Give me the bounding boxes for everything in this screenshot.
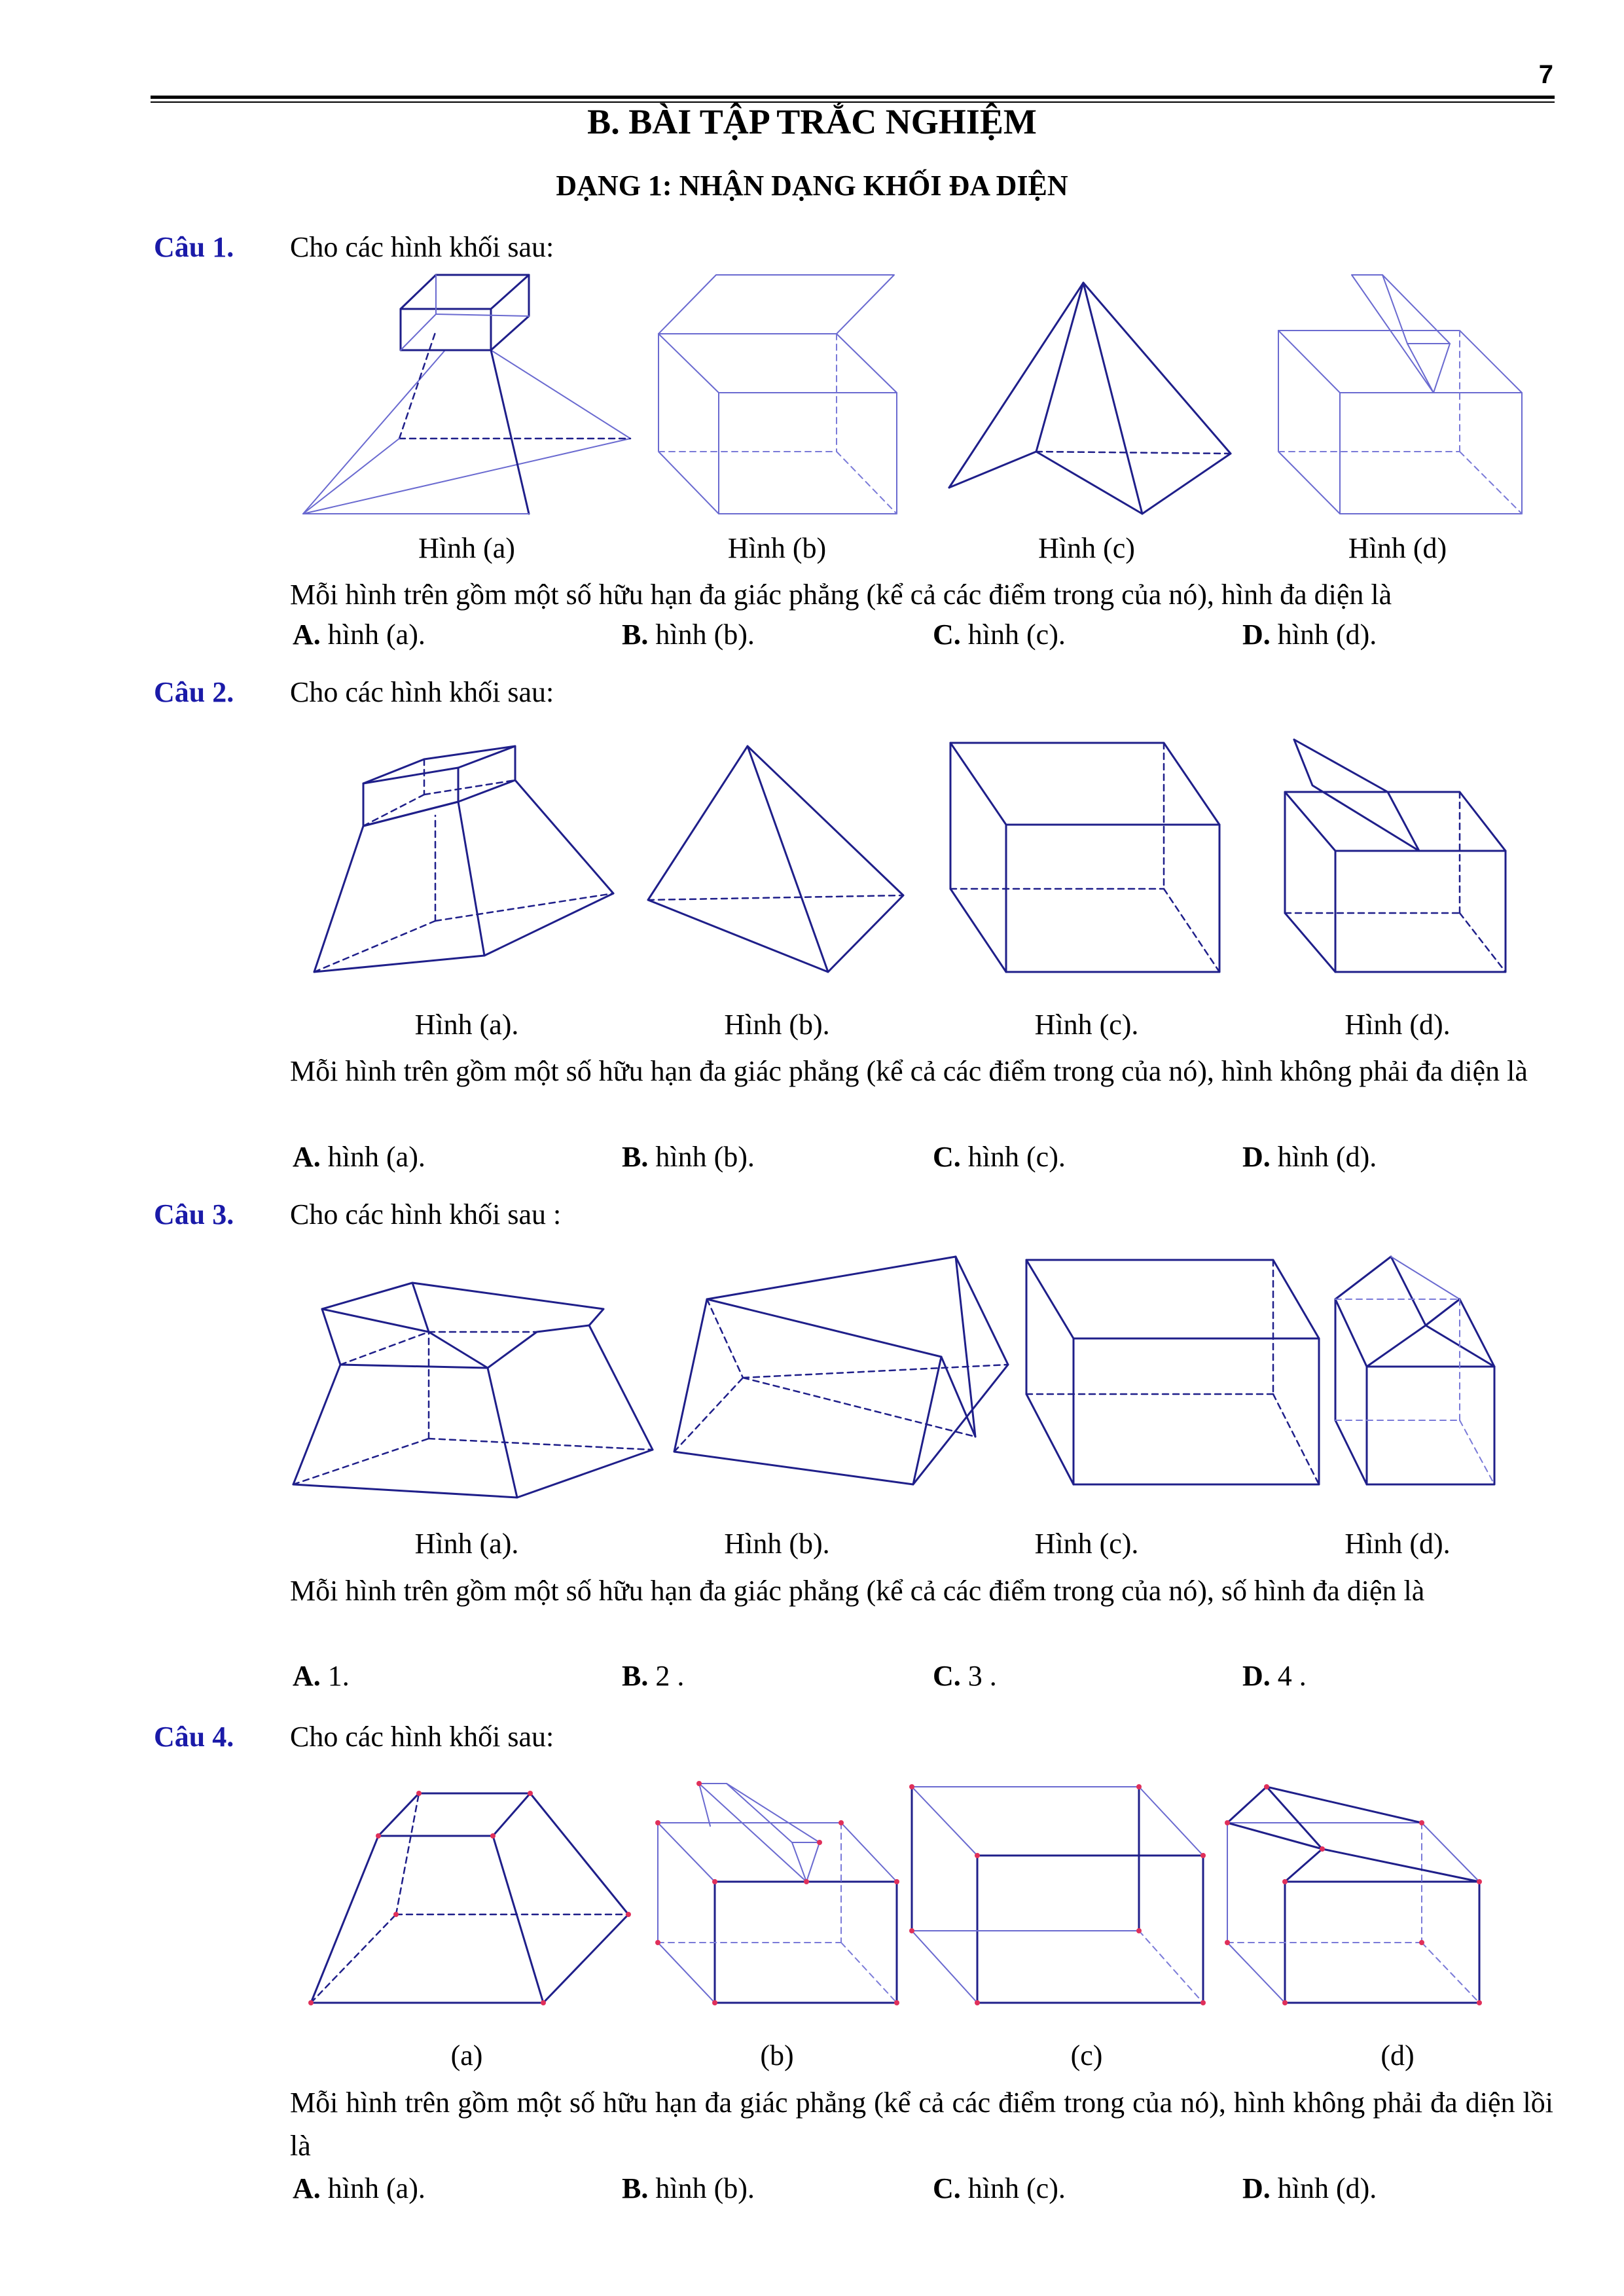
subsection-title: DẠNG 1: NHẬN DẠNG KHỐI ĐA DIỆN bbox=[556, 170, 1068, 202]
q2-caption-a: Hình (a). bbox=[414, 1009, 519, 1041]
q4-option-a[interactable]: A. hình (a). bbox=[293, 2172, 425, 2204]
q3-option-c[interactable]: C. 3 . bbox=[933, 1660, 997, 1692]
q2-option-a[interactable]: A. hình (a). bbox=[293, 1141, 425, 1173]
q4-caption-c: (c) bbox=[1070, 2039, 1103, 2072]
q4-caption-b: (b) bbox=[760, 2039, 794, 2072]
q2-caption-c: Hình (c). bbox=[1034, 1009, 1139, 1041]
q2-option-c[interactable]: C. hình (c). bbox=[933, 1141, 1066, 1173]
q1-option-b[interactable]: B. hình (b). bbox=[622, 619, 755, 651]
q4-option-b[interactable]: B. hình (b). bbox=[622, 2172, 755, 2204]
q4-prompt: Mỗi hình trên gồm một số hữu hạn đa giác phẳng (kể cả các điểm trong của nó), hình không phải đa diện lồi là bbox=[290, 2087, 1553, 2162]
question-4-label: Câu 4. bbox=[154, 1721, 234, 1753]
q2-caption-b: Hình (b). bbox=[724, 1009, 830, 1041]
q3-caption-c: Hình (c). bbox=[1034, 1528, 1139, 1560]
question-4-stem: Cho các hình khối sau: bbox=[290, 1721, 554, 1753]
q4-option-d[interactable]: D. hình (d). bbox=[1242, 2172, 1377, 2204]
q2-option-d[interactable]: D. hình (d). bbox=[1242, 1141, 1377, 1173]
q3-option-a[interactable]: A. 1. bbox=[293, 1660, 350, 1692]
q1-option-a[interactable]: A. hình (a). bbox=[293, 619, 425, 651]
q4-caption-a: (a) bbox=[450, 2039, 483, 2072]
question-2-stem: Cho các hình khối sau: bbox=[290, 676, 554, 708]
question-1-label: Câu 1. bbox=[154, 231, 234, 263]
q1-caption-d: Hình (d) bbox=[1348, 532, 1447, 564]
q2-option-b[interactable]: B. hình (b). bbox=[622, 1141, 755, 1173]
q1-option-c[interactable]: C. hình (c). bbox=[933, 619, 1066, 651]
page-number: 7 bbox=[1538, 60, 1553, 89]
q1-prompt: Mỗi hình trên gồm một số hữu hạn đa giác phẳng (kể cả các điểm trong của nó), hình đa diện là bbox=[290, 579, 1392, 611]
q1-option-d[interactable]: D. hình (d). bbox=[1242, 619, 1377, 651]
question-3-stem: Cho các hình khối sau : bbox=[290, 1198, 562, 1230]
q3-prompt: Mỗi hình trên gồm một số hữu hạn đa giác phẳng (kể cả các điểm trong của nó), số hình đa diện là bbox=[290, 1575, 1425, 1607]
q2-caption-d: Hình (d). bbox=[1344, 1009, 1451, 1041]
q3-caption-b: Hình (b). bbox=[724, 1528, 830, 1560]
section-title: B. BÀI TẬP TRẮC NGHIỆM bbox=[587, 102, 1037, 141]
q2-prompt: Mỗi hình trên gồm một số hữu hạn đa giác phẳng (kể cả các điểm trong của nó), hình không phải đa diện là bbox=[290, 1055, 1528, 1087]
q1-caption-b: Hình (b) bbox=[727, 532, 827, 564]
q1-caption-a: Hình (a) bbox=[418, 532, 515, 564]
question-1-stem: Cho các hình khối sau: bbox=[290, 231, 554, 263]
q3-option-b[interactable]: B. 2 . bbox=[622, 1660, 685, 1692]
question-3-label: Câu 3. bbox=[154, 1198, 234, 1230]
q3-caption-d: Hình (d). bbox=[1344, 1528, 1451, 1560]
q1-caption-c: Hình (c) bbox=[1038, 532, 1135, 564]
q3-option-d[interactable]: D. 4 . bbox=[1242, 1660, 1307, 1692]
q4-caption-d: (d) bbox=[1380, 2039, 1415, 2072]
q4-option-c[interactable]: C. hình (c). bbox=[933, 2172, 1066, 2204]
q3-caption-a: Hình (a). bbox=[414, 1528, 519, 1560]
question-2-label: Câu 2. bbox=[154, 676, 234, 708]
